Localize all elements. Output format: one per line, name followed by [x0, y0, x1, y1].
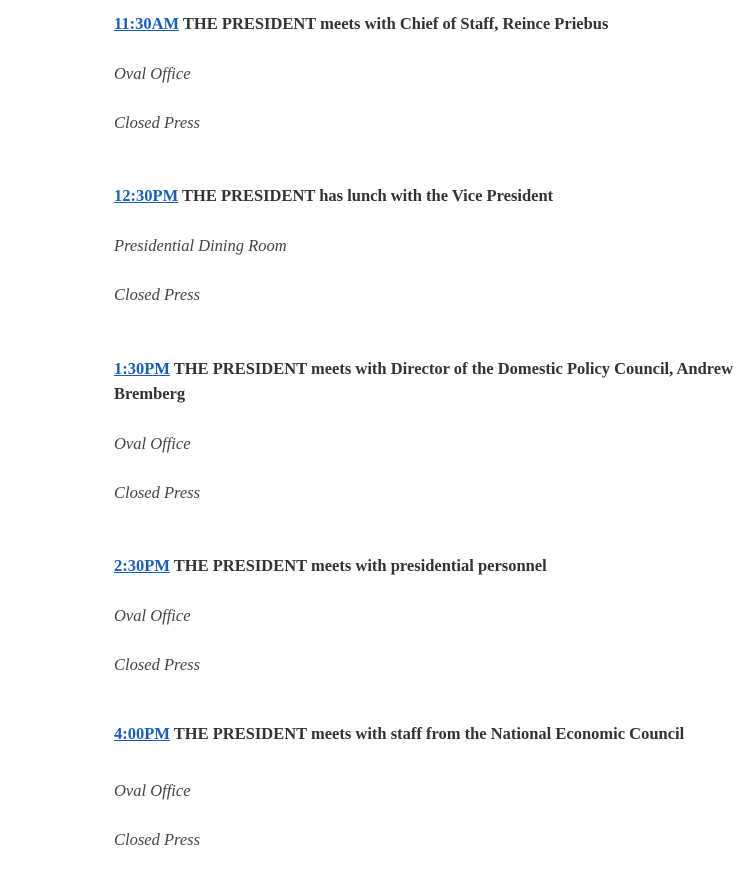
event-location: Oval Office	[114, 606, 191, 625]
event-time-link[interactable]: 1:30PM	[114, 359, 170, 378]
event-press-status: Closed Press	[114, 285, 201, 304]
event-header	[114, 0, 740, 36]
schedule-event	[114, 345, 740, 502]
event-location: Oval Office	[114, 781, 191, 800]
event-header	[114, 710, 740, 746]
event-press-status: Closed Press	[114, 830, 201, 849]
schedule-event	[114, 710, 740, 849]
event-time-link[interactable]: 2:30PM	[114, 556, 170, 575]
schedule-event	[114, 0, 740, 132]
event-location: Oval Office	[114, 434, 191, 453]
event-title: THE PRESIDENT meets with Chief of Staff, Reince Priebus	[182, 14, 609, 33]
event-press-status: Closed Press	[114, 483, 201, 502]
event-title: THE PRESIDENT meets with staff from the National Economic Council	[173, 724, 685, 743]
event-time-link[interactable]: 12:30PM	[114, 186, 179, 205]
event-header	[114, 542, 740, 578]
event-title: THE PRESIDENT meets with Director of the Domestic Policy Council, Andrew Bremberg	[114, 359, 734, 403]
event-title: THE PRESIDENT meets with presidential personnel	[173, 556, 547, 575]
event-location: Oval Office	[114, 64, 191, 83]
schedule-event	[114, 542, 740, 674]
event-press-status: Closed Press	[114, 655, 201, 674]
schedule-event	[114, 172, 740, 304]
event-location: Presidential Dining Room	[114, 236, 287, 255]
event-title: THE PRESIDENT has lunch with the Vice President	[181, 186, 554, 205]
event-header	[114, 345, 740, 406]
event-time-link[interactable]: 4:00PM	[114, 724, 170, 743]
event-time-link[interactable]: 11:30AM	[114, 14, 180, 33]
event-press-status: Closed Press	[114, 113, 201, 132]
event-header	[114, 172, 740, 208]
